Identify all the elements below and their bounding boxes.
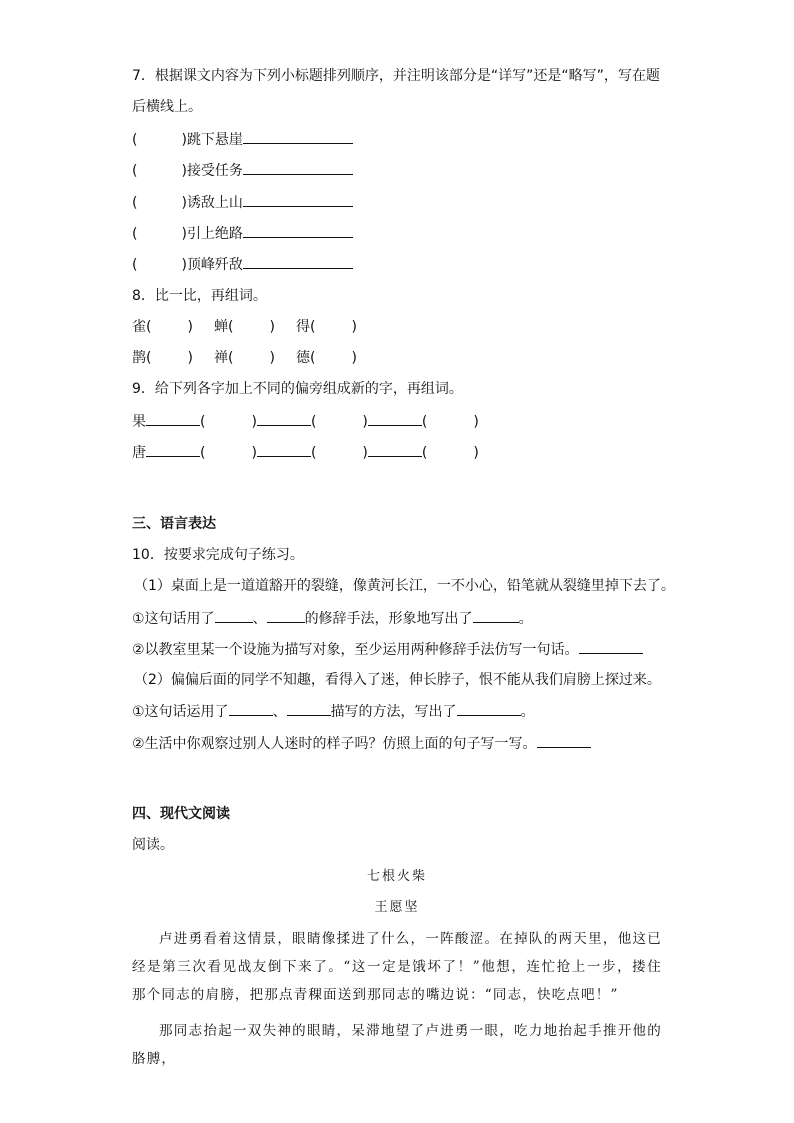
q9-row-1 bbox=[132, 411, 479, 432]
paren-close: ) bbox=[181, 163, 187, 179]
char: 得 bbox=[296, 319, 310, 335]
paren-close: ) bbox=[181, 195, 187, 211]
compare-cell bbox=[132, 317, 214, 337]
prompt-text: 的修辞手法，形象地写出了 bbox=[304, 611, 473, 627]
paren-open: ( bbox=[310, 350, 316, 366]
paren-open: ( bbox=[310, 445, 317, 461]
item-label: 跳下悬崖 bbox=[186, 132, 243, 148]
answer-blank[interactable] bbox=[368, 411, 422, 426]
paren-open: ( bbox=[200, 414, 206, 430]
paren-close: ) bbox=[251, 414, 257, 430]
paren-open: ( bbox=[421, 414, 428, 430]
paren-open: ( bbox=[310, 319, 316, 335]
compare-cell bbox=[296, 317, 378, 337]
paren-open: ( bbox=[228, 319, 234, 335]
compare-cell bbox=[214, 317, 296, 337]
answer-blank[interactable] bbox=[243, 254, 353, 269]
q8-row-2 bbox=[132, 348, 378, 368]
paren-close: ) bbox=[473, 414, 479, 430]
paren-open: ( bbox=[132, 257, 138, 273]
paren-open: ( bbox=[132, 132, 138, 148]
compare-cell bbox=[132, 348, 214, 368]
paren-close: ) bbox=[351, 319, 357, 335]
story-author: 王愿坚 bbox=[374, 900, 420, 915]
q9-stem: 9．给下列各字加上不同的偏旁组成新的字，再组词。 bbox=[132, 381, 463, 397]
answer-blank[interactable] bbox=[215, 608, 253, 623]
story-paragraph-2: 那同志抬起一双失神的眼睛，呆滞地望了卢进勇一眼，吃力地抬起手推开他的胳膊， bbox=[132, 1023, 662, 1067]
item-label: 诱敌上山 bbox=[186, 195, 243, 211]
answer-blank[interactable] bbox=[243, 160, 353, 175]
item-label: 引上绝路 bbox=[186, 226, 243, 242]
char: 雀 bbox=[132, 319, 146, 335]
paren-open: ( bbox=[146, 319, 152, 335]
char: 鹊 bbox=[132, 350, 146, 366]
paren-close: ) bbox=[187, 319, 193, 335]
q7-item-4 bbox=[132, 223, 353, 244]
q10-2-subq-b bbox=[132, 733, 591, 754]
paren-close: ) bbox=[181, 132, 187, 148]
answer-blank[interactable] bbox=[457, 701, 521, 716]
q7-item-3 bbox=[132, 192, 353, 213]
q7-stem-line2: 后横线上。 bbox=[132, 99, 202, 115]
paren-close: ) bbox=[362, 414, 368, 430]
paren-close: ) bbox=[269, 350, 275, 366]
answer-blank[interactable] bbox=[579, 639, 643, 654]
answer-blank[interactable] bbox=[267, 608, 305, 623]
prompt-text: ②生活中你观察过别人人迷时的样子吗？仿照上面的句子写一写。 bbox=[132, 736, 537, 752]
q7-item-5 bbox=[132, 254, 353, 275]
q8-stem: 8．比一比，再组词。 bbox=[132, 288, 267, 304]
base-char: 唐 bbox=[132, 445, 146, 461]
section-3-heading: 三、语言表达 bbox=[132, 516, 216, 532]
answer-blank[interactable] bbox=[287, 701, 331, 716]
section-4-heading: 四、现代文阅读 bbox=[132, 806, 230, 822]
q10-1-subq-a bbox=[132, 608, 533, 629]
answer-blank[interactable] bbox=[257, 411, 311, 426]
story-paragraph-1: 卢进勇看着这情景，眼睛像揉进了什么，一阵酸涩。在掉队的两天里，他这已经是第三次看见战友倒下来了。“这一定是饿坏了！”他想，连忙抢上一步，搂住那个同志的肩膀，把那点青稞面送到那同志的嘴边说：“同志，快吃点吧！” bbox=[132, 931, 662, 1003]
prompt-text: 描写的方法，写出了 bbox=[330, 704, 457, 720]
compare-cell bbox=[296, 348, 378, 368]
paren-close: ) bbox=[362, 445, 368, 461]
paren-close: ) bbox=[473, 445, 479, 461]
compare-cell bbox=[214, 348, 296, 368]
prompt-text: 。 bbox=[520, 704, 535, 720]
story-title: 七根火柴 bbox=[366, 869, 427, 884]
base-char: 果 bbox=[132, 414, 146, 430]
paren-open: ( bbox=[132, 195, 138, 211]
q8-row-1 bbox=[132, 317, 378, 337]
answer-blank[interactable] bbox=[243, 129, 353, 144]
answer-blank[interactable] bbox=[146, 411, 200, 426]
q10-2-subq-a bbox=[132, 701, 535, 722]
paren-close: ) bbox=[251, 445, 257, 461]
answer-blank[interactable] bbox=[146, 442, 200, 457]
reading-intro: 阅读。 bbox=[132, 837, 174, 853]
item-label: 接受任务 bbox=[186, 163, 243, 179]
prompt-text: 。 bbox=[518, 611, 533, 627]
answer-blank[interactable] bbox=[229, 701, 273, 716]
prompt-text: ②以教室里某一个设施为描写对象，至少运用两种修辞手法仿写一句话。 bbox=[132, 642, 579, 658]
item-label: 顶峰歼敌 bbox=[186, 257, 243, 273]
paren-close: ) bbox=[269, 319, 275, 335]
q9-row-2 bbox=[132, 442, 479, 463]
paren-close: ) bbox=[181, 257, 187, 273]
paren-close: ) bbox=[187, 350, 193, 366]
char: 禅 bbox=[214, 350, 228, 366]
paren-open: ( bbox=[132, 163, 138, 179]
answer-blank[interactable] bbox=[243, 223, 353, 238]
char: 德 bbox=[296, 350, 310, 366]
paren-open: ( bbox=[132, 226, 138, 242]
q10-sentence-1: （1）桌面上是一道道豁开的裂缝，像黄河长江，一不小心，铅笔就从裂缝里掉下去了。 bbox=[134, 578, 675, 594]
q7-stem-line1: 7．根据课文内容为下列小标题排列顺序，并注明该部分是“详写”还是“略写”，写在题 bbox=[132, 68, 660, 84]
q10-stem: 10．按要求完成句子练习。 bbox=[132, 547, 304, 563]
q7-item-2 bbox=[132, 160, 353, 181]
q7-item-1 bbox=[132, 129, 353, 150]
answer-blank[interactable] bbox=[473, 608, 519, 623]
paren-open: ( bbox=[146, 350, 152, 366]
answer-blank[interactable] bbox=[257, 442, 311, 457]
q10-1-subq-b bbox=[132, 639, 643, 660]
answer-blank[interactable] bbox=[243, 192, 353, 207]
q10-sentence-2: （2）偏偏后面的同学不知趣，看得入了迷，伸长脖子，恨不能从我们肩膀上探过来。 bbox=[134, 672, 661, 688]
paren-open: ( bbox=[228, 350, 234, 366]
prompt-text: ①这句话用了 bbox=[132, 611, 215, 627]
paren-open: ( bbox=[200, 445, 206, 461]
prompt-text: 、 bbox=[252, 611, 267, 627]
answer-blank[interactable] bbox=[368, 442, 422, 457]
answer-blank[interactable] bbox=[537, 733, 591, 748]
char: 蝉 bbox=[214, 319, 228, 335]
paren-close: ) bbox=[181, 226, 187, 242]
paren-open: ( bbox=[421, 445, 428, 461]
paren-open: ( bbox=[310, 414, 317, 430]
prompt-text: 、 bbox=[272, 704, 287, 720]
prompt-text: ①这句话运用了 bbox=[132, 704, 229, 720]
paren-close: ) bbox=[351, 350, 357, 366]
